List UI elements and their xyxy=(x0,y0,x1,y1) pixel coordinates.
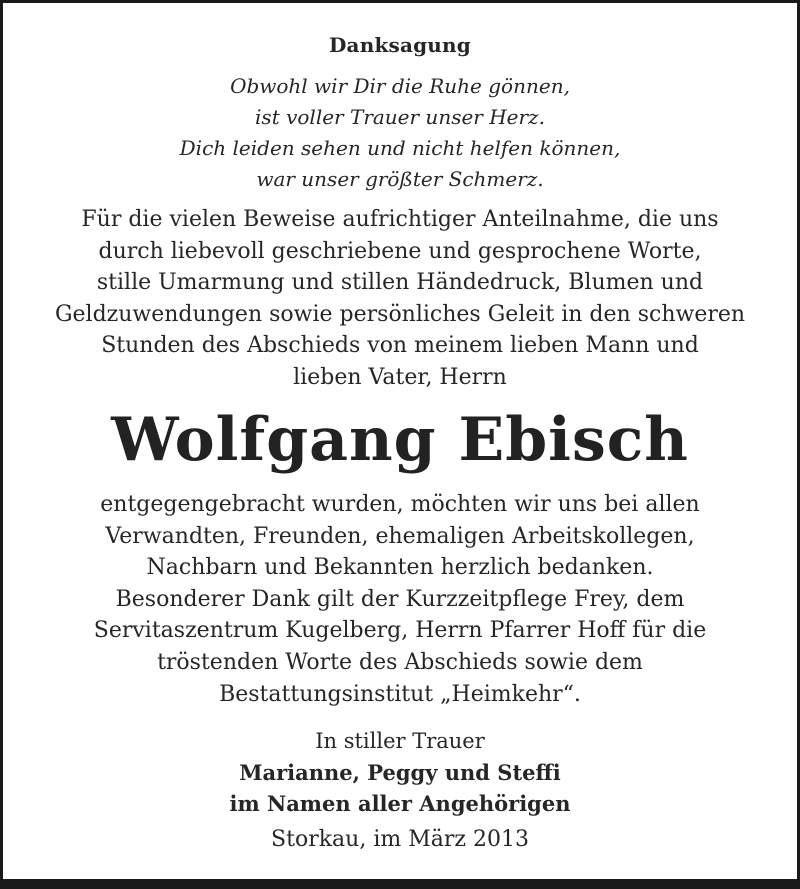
text-line: Bestattungsinstitut „Heimkehr“. xyxy=(219,681,581,707)
place-date: Storkau, im März 2013 xyxy=(271,827,529,852)
thanks-paragraph-1 xyxy=(3,204,797,394)
text-line: Nachbarn und Bekannten herzlich bedanken. xyxy=(146,555,654,581)
text-line: Verwandten, Freunden, ehemaligen Arbeitskollegen, xyxy=(105,523,695,549)
text-line: durch liebevoll geschriebene und gesprochene Worte, xyxy=(98,238,702,264)
text-line: entgegengebracht wurden, möchten wir uns bei allen xyxy=(100,492,700,517)
poem xyxy=(3,71,797,195)
poem-line: ist voller Trauer unser Herz. xyxy=(255,105,545,129)
text-line: Stunden des Abschieds von meinem lieben Mann und xyxy=(101,333,699,359)
signature-names: Marianne, Peggy und Steffi xyxy=(239,760,561,785)
text-line: Servitaszentrum Kugelberg, Herrn Pfarrer Hoff für die xyxy=(93,618,707,644)
text-line: stille Umarmung und stillen Händedruck, Blumen und xyxy=(96,270,704,296)
poem-line: war unser größter Schmerz. xyxy=(256,167,544,191)
text-line: Für die vielen Beweise aufrichtiger Anteilnahme, die uns xyxy=(81,207,719,232)
signature-intro: In stiller Trauer xyxy=(315,729,485,753)
heading: Danksagung xyxy=(329,33,471,57)
signature xyxy=(3,726,797,819)
text-line: Geldzuwendungen sowie persönliches Geleit in den schweren xyxy=(54,301,746,327)
thanks-paragraph-2 xyxy=(3,489,797,710)
poem-line: Dich leiden sehen und nicht helfen können, xyxy=(179,136,621,160)
signature-on-behalf: im Namen aller Angehörigen xyxy=(229,791,571,816)
text-line: lieben Vater, Herrn xyxy=(293,364,507,390)
deceased-name: Wolfgang Ebisch xyxy=(111,405,689,475)
text-line: Besonderer Dank gilt der Kurzzeitpflege Frey, dem xyxy=(115,586,685,612)
text-line: tröstenden Worte des Abschieds sowie dem xyxy=(157,649,643,675)
poem-line: Obwohl wir Dir die Ruhe gönnen, xyxy=(230,74,570,98)
